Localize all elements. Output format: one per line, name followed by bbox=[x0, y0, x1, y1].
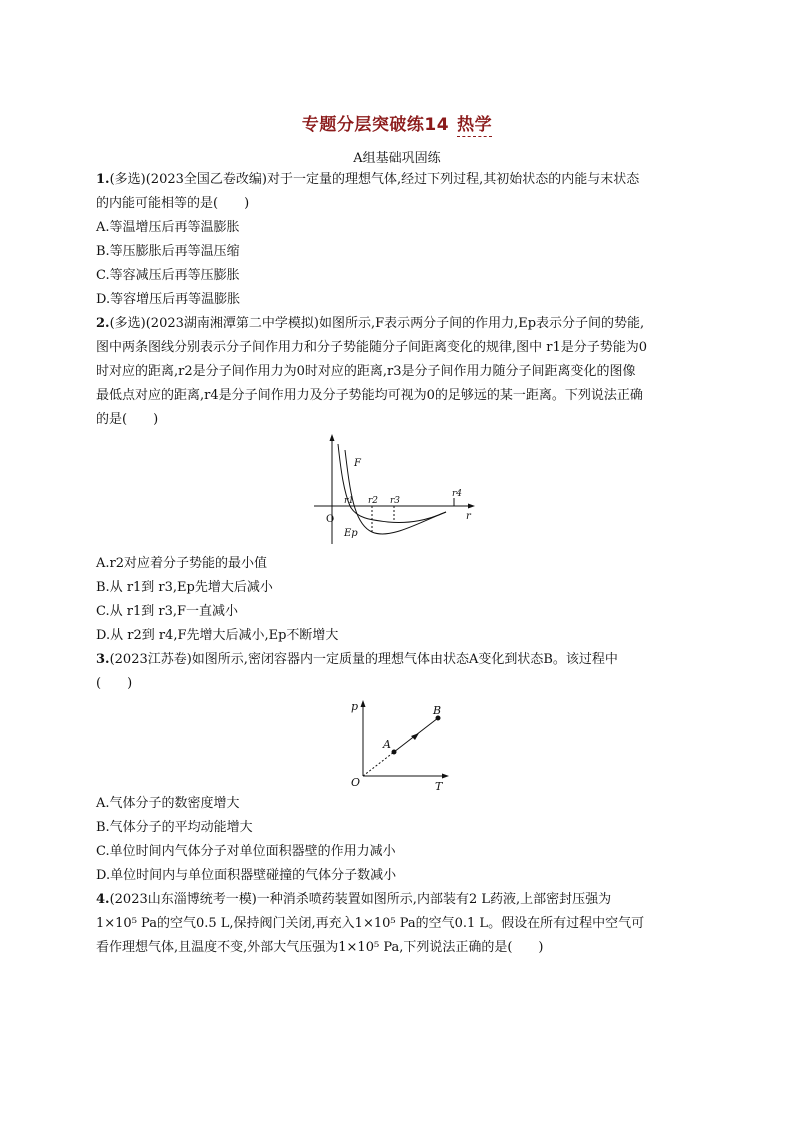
q1-option-a: A.等温增压后再等温膨胀 bbox=[96, 220, 240, 235]
q1-line-1: 1.(多选)(2023全国乙卷改编)对于一定量的理想气体,经过下列过程,其初始状态的内能与末状态 bbox=[96, 172, 640, 187]
q3-option-c: C.单位时间内气体分子对单位面积器壁的作用力减小 bbox=[96, 844, 396, 859]
r3-label: r3 bbox=[390, 496, 401, 506]
p-axis-arrow bbox=[361, 700, 366, 707]
q2-option-b: B.从 r1到 r3,Ep先增大后减小 bbox=[96, 580, 273, 595]
y-axis-arrow bbox=[330, 434, 335, 441]
direction-arrow bbox=[411, 733, 419, 740]
q2-line-5: 的是( ) bbox=[96, 412, 159, 427]
pressure-temperature-graph bbox=[345, 696, 455, 792]
q2-option-d: D.从 r2到 r4,F先增大后减小,Ep不断增大 bbox=[96, 628, 339, 643]
title-sub: 热学 bbox=[457, 115, 493, 135]
r4-label: r4 bbox=[452, 489, 463, 499]
extension-dashed-line bbox=[363, 752, 394, 776]
q4-line-3: 看作理想气体,且温度不变,外部大气压强为1×10⁵ Pa,下列说法正确的是( ) bbox=[96, 940, 544, 955]
q1-option-c: C.等容减压后再等压膨胀 bbox=[96, 268, 240, 283]
state-a-label: A bbox=[383, 738, 391, 751]
q4-line-1: 4.(2023山东淄博统考一模)一种消杀喷药装置如图所示,内部装有2 L药液,上部密封压强为 bbox=[96, 892, 612, 907]
q3-option-a: A.气体分子的数密度增大 bbox=[96, 796, 240, 811]
section-heading: A组基础巩固练 bbox=[353, 151, 441, 166]
molecular-force-potential-graph bbox=[310, 432, 485, 550]
q2-line-3: 时对应的距离,r2是分子间作用力为0时对应的距离,r3是分子间作用力随分子间距离变化的图像 bbox=[96, 364, 636, 379]
state-a-point bbox=[392, 750, 396, 754]
potential-label: Ep bbox=[344, 528, 358, 539]
p-axis-label: p bbox=[351, 700, 359, 713]
q1-option-b: B.等压膨胀后再等温压缩 bbox=[96, 244, 240, 259]
q3-option-b: B.气体分子的平均动能增大 bbox=[96, 820, 253, 835]
q2-line-4: 最低点对应的距离,r4是分子间作用力及分子势能均可视为0的足够远的某一距离。下列说法正确 bbox=[96, 388, 643, 403]
q4-line-2: 1×10⁵ Pa的空气0.5 L,保持阀门关闭,再充入1×10⁵ Pa的空气0.1 L。假设在所有过程中空气可 bbox=[96, 916, 645, 931]
force-label: F bbox=[354, 458, 361, 469]
q1-line-2: 的内能可能相等的是( ) bbox=[96, 196, 250, 211]
force-curve bbox=[338, 444, 446, 523]
origin-label: O bbox=[351, 776, 361, 789]
r-axis-label: r bbox=[466, 511, 471, 522]
q3-line-1: 3.(2023江苏卷)如图所示,密闭容器内一定质量的理想气体由状态A变化到状态B。该过程中 bbox=[96, 652, 618, 667]
t-axis-label: T bbox=[435, 780, 443, 792]
state-b-label: B bbox=[433, 704, 442, 717]
q2-line-2: 图中两条图线分别表示分子间作用力和分子势能随分子间距离变化的规律,图中 r1是分子势能为0 bbox=[96, 340, 648, 355]
origin-label: O bbox=[326, 514, 335, 525]
r1-label: r1 bbox=[344, 496, 355, 506]
q2-option-c: C.从 r1到 r3,F一直减小 bbox=[96, 604, 239, 619]
x-axis-arrow bbox=[468, 504, 475, 509]
q2-option-a: A.r2对应着分子势能的最小值 bbox=[96, 556, 268, 571]
q3-line-2: ( ) bbox=[96, 676, 133, 691]
q1-option-d: D.等容增压后再等温膨胀 bbox=[96, 292, 241, 307]
q4-number: 4. bbox=[96, 892, 110, 907]
t-axis-arrow bbox=[442, 774, 449, 779]
q2-number: 2. bbox=[96, 316, 110, 331]
title-main: 专题分层突破练14 bbox=[301, 115, 450, 135]
q3-option-d: D.单位时间内与单位面积器壁碰撞的气体分子数减小 bbox=[96, 868, 397, 883]
page-title bbox=[0, 110, 794, 135]
q2-line-1: 2.(多选)(2023湖南湘潭第二中学模拟)如图所示,F表示两分子间的作用力,Ep表示分子间的势能, bbox=[96, 316, 645, 331]
r2-label: r2 bbox=[368, 496, 379, 506]
q1-number: 1. bbox=[96, 172, 110, 187]
q3-number: 3. bbox=[96, 652, 110, 667]
